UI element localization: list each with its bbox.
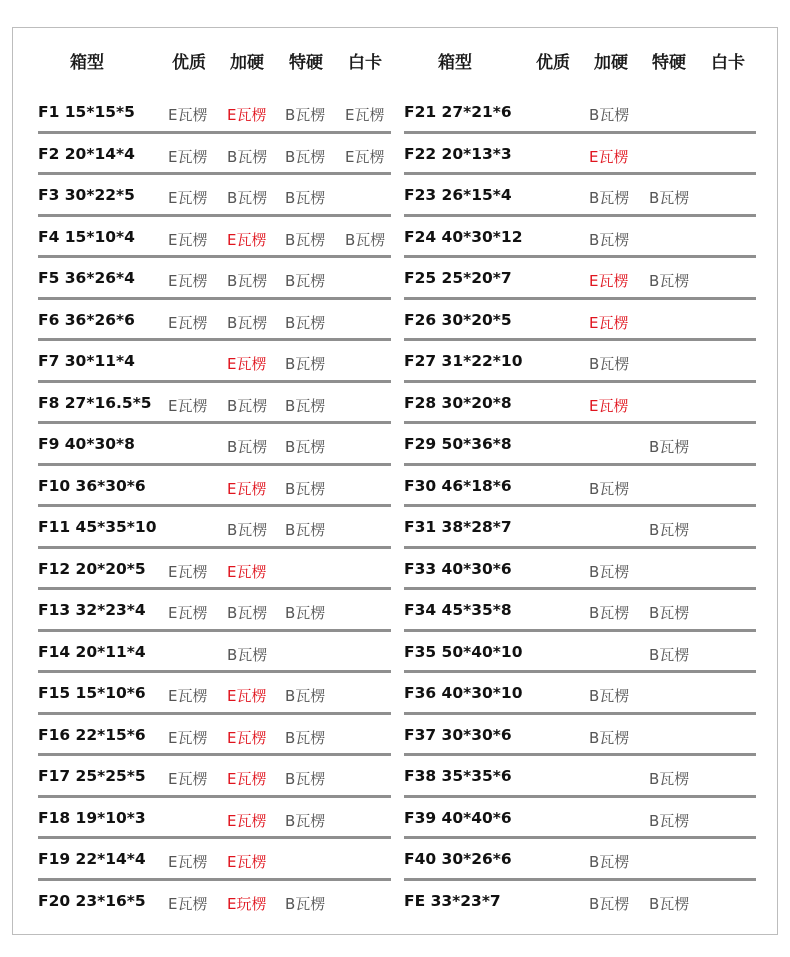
hardened-cell: B瓦楞 (589, 106, 630, 124)
row-divider (38, 380, 391, 383)
table-body (0, 94, 790, 924)
hardened-cell: B瓦楞 (589, 355, 630, 373)
table-header (0, 48, 790, 74)
hardened-cell: E瓦楞 (227, 562, 267, 581)
hardened-cell: E瓦楞 (227, 770, 267, 788)
hardened-cell: B瓦楞 (589, 604, 630, 622)
quality-cell: E瓦楞 (168, 728, 208, 747)
hardened-cell: B瓦楞 (589, 562, 630, 581)
extra-hard-cell: B瓦楞 (649, 438, 690, 456)
extra-hard-cell: B瓦楞 (649, 604, 690, 622)
box-code-left: F2 20*14*4 (38, 144, 135, 163)
table-row (0, 94, 790, 136)
table-row (0, 509, 790, 551)
white-card-cell: E瓦楞 (345, 106, 385, 124)
table-row (0, 634, 790, 676)
extra-hard-cell: B瓦楞 (285, 355, 326, 373)
header-quality-left: 优质 (172, 53, 206, 73)
box-code-left: F12 20*20*5 (38, 559, 146, 578)
hardened-cell: B瓦楞 (227, 521, 268, 539)
extra-hard-cell: B瓦楞 (285, 728, 326, 747)
hardened-cell: B瓦楞 (227, 272, 268, 290)
box-code-left: F15 15*10*6 (38, 684, 146, 702)
hardened-cell: B瓦楞 (227, 645, 268, 664)
header-white-card-left: 白卡 (348, 53, 382, 73)
box-code-left: F18 19*10*3 (38, 808, 146, 827)
row-divider (38, 753, 391, 756)
hardened-cell: E瓦楞 (589, 396, 629, 415)
table-row (0, 177, 790, 219)
quality-cell: E瓦楞 (168, 106, 208, 124)
extra-hard-cell: B瓦楞 (285, 106, 326, 124)
header-extra-hard-right: 特硬 (652, 53, 686, 73)
hardened-cell: B瓦楞 (227, 313, 268, 332)
hardened-cell: E瓦楞 (227, 355, 267, 373)
quality-cell: E瓦楞 (168, 230, 208, 249)
row-divider (38, 463, 391, 466)
box-code-left: F20 23*16*5 (38, 891, 146, 910)
box-code-right: F38 35*35*6 (404, 767, 512, 785)
row-divider (38, 629, 391, 632)
row-divider (38, 255, 391, 258)
box-code-left: F10 36*30*6 (38, 476, 146, 495)
row-divider (404, 587, 756, 590)
quality-cell: E瓦楞 (168, 894, 208, 913)
extra-hard-cell: B瓦楞 (285, 438, 326, 456)
hardened-cell: E瓦楞 (227, 106, 267, 124)
row-divider (38, 172, 391, 175)
extra-hard-cell: B瓦楞 (649, 894, 690, 913)
row-divider (404, 214, 756, 217)
row-divider (404, 172, 756, 175)
hardened-cell: B瓦楞 (589, 479, 630, 498)
extra-hard-cell: B瓦楞 (285, 479, 326, 498)
row-divider (404, 255, 756, 258)
row-divider (38, 214, 391, 217)
extra-hard-cell: B瓦楞 (285, 811, 326, 830)
extra-hard-cell: B瓦楞 (285, 313, 326, 332)
header-hardened-right: 加硬 (594, 53, 628, 73)
quality-cell: E瓦楞 (168, 147, 208, 166)
hardened-cell: E瓦楞 (589, 272, 629, 290)
row-divider (404, 338, 756, 341)
hardened-cell: E瓦楞 (227, 811, 267, 830)
row-divider (404, 297, 756, 300)
extra-hard-cell: B瓦楞 (285, 147, 326, 166)
quality-cell: E瓦楞 (168, 272, 208, 290)
white-card-cell: B瓦楞 (345, 230, 386, 249)
row-divider (38, 670, 391, 673)
table-row (0, 592, 790, 634)
box-code-left: F6 36*26*6 (38, 310, 135, 329)
extra-hard-cell: B瓦楞 (285, 687, 326, 705)
row-divider (38, 836, 391, 839)
header-extra-hard-left: 特硬 (289, 53, 323, 73)
header-box-type-left: 箱型 (70, 53, 104, 73)
hardened-cell: E玩楞 (227, 894, 267, 913)
hardened-cell: E瓦楞 (227, 728, 267, 747)
row-divider (38, 338, 391, 341)
extra-hard-cell: B瓦楞 (649, 521, 690, 539)
table-row (0, 551, 790, 593)
hardened-cell: B瓦楞 (589, 728, 630, 747)
row-divider (404, 670, 756, 673)
table-row (0, 343, 790, 385)
table-row (0, 800, 790, 842)
box-code-left: F8 27*16.5*5 (38, 393, 152, 412)
box-code-left: F16 22*15*6 (38, 725, 146, 744)
hardened-cell: E瓦楞 (227, 853, 267, 871)
hardened-cell: B瓦楞 (227, 604, 268, 622)
hardened-cell: B瓦楞 (227, 396, 268, 415)
box-code-right: F33 40*30*6 (404, 559, 512, 578)
quality-cell: E瓦楞 (168, 853, 208, 871)
box-code-right: F34 45*35*8 (404, 601, 512, 619)
box-code-right: F31 38*28*7 (404, 518, 512, 536)
hardened-cell: B瓦楞 (589, 687, 630, 705)
box-code-left: F14 20*11*4 (38, 642, 146, 661)
box-code-right: F40 30*26*6 (404, 850, 512, 868)
box-code-right: F29 50*36*8 (404, 435, 512, 453)
box-code-left: F13 32*23*4 (38, 601, 146, 619)
extra-hard-cell: B瓦楞 (285, 894, 326, 913)
box-code-left: F19 22*14*4 (38, 850, 146, 868)
box-code-right: F21 27*21*6 (404, 103, 512, 121)
quality-cell: E瓦楞 (168, 687, 208, 705)
row-divider (404, 504, 756, 507)
box-code-left: F4 15*10*4 (38, 227, 135, 246)
box-code-right: F23 26*15*4 (404, 186, 512, 204)
box-code-left: F1 15*15*5 (38, 103, 135, 121)
row-divider (404, 131, 756, 134)
table-row (0, 468, 790, 510)
extra-hard-cell: B瓦楞 (285, 770, 326, 788)
row-divider (38, 504, 391, 507)
hardened-cell: E瓦楞 (589, 313, 629, 332)
hardened-cell: B瓦楞 (227, 189, 268, 207)
row-divider (38, 878, 391, 881)
table-row (0, 426, 790, 468)
row-divider (38, 795, 391, 798)
extra-hard-cell: B瓦楞 (649, 272, 690, 290)
row-divider (404, 878, 756, 881)
header-hardened-left: 加硬 (230, 53, 264, 73)
table-row (0, 302, 790, 344)
box-code-right: F30 46*18*6 (404, 476, 512, 495)
extra-hard-cell: B瓦楞 (285, 521, 326, 539)
hardened-cell: E瓦楞 (227, 687, 267, 705)
box-code-right: F35 50*40*10 (404, 642, 523, 661)
box-code-left: F9 40*30*8 (38, 435, 135, 453)
table-row (0, 758, 790, 800)
row-divider (404, 836, 756, 839)
hardened-cell: B瓦楞 (589, 189, 630, 207)
table-row (0, 717, 790, 759)
extra-hard-cell: B瓦楞 (285, 230, 326, 249)
row-divider (404, 629, 756, 632)
row-divider (38, 587, 391, 590)
box-code-left: F3 30*22*5 (38, 186, 135, 204)
quality-cell: E瓦楞 (168, 562, 208, 581)
extra-hard-cell: B瓦楞 (285, 272, 326, 290)
row-divider (38, 297, 391, 300)
quality-cell: E瓦楞 (168, 313, 208, 332)
header-quality-right: 优质 (536, 53, 570, 73)
row-divider (38, 131, 391, 134)
table-row (0, 675, 790, 717)
box-code-left: F7 30*11*4 (38, 352, 135, 370)
box-code-right: F36 40*30*10 (404, 684, 523, 702)
table-row (0, 219, 790, 261)
box-code-right: F25 25*20*7 (404, 269, 512, 287)
row-divider (38, 712, 391, 715)
row-divider (404, 380, 756, 383)
table-row (0, 385, 790, 427)
row-divider (38, 546, 391, 549)
table-row (0, 136, 790, 178)
header-box-type-right: 箱型 (438, 53, 472, 73)
extra-hard-cell: B瓦楞 (649, 645, 690, 664)
row-divider (404, 421, 756, 424)
quality-cell: E瓦楞 (168, 189, 208, 207)
box-code-right: F39 40*40*6 (404, 808, 512, 827)
quality-cell: E瓦楞 (168, 396, 208, 415)
hardened-cell: B瓦楞 (589, 230, 630, 249)
box-code-right: FE 33*23*7 (404, 891, 501, 910)
extra-hard-cell: B瓦楞 (285, 189, 326, 207)
table-row (0, 260, 790, 302)
extra-hard-cell: B瓦楞 (285, 396, 326, 415)
row-divider (404, 546, 756, 549)
extra-hard-cell: B瓦楞 (649, 811, 690, 830)
box-code-left: F11 45*35*10 (38, 518, 157, 536)
box-code-right: F28 30*20*8 (404, 393, 512, 412)
box-code-right: F27 31*22*10 (404, 352, 523, 370)
extra-hard-cell: B瓦楞 (649, 770, 690, 788)
box-code-left: F5 36*26*4 (38, 269, 135, 287)
row-divider (404, 795, 756, 798)
box-code-right: F37 30*30*6 (404, 725, 512, 744)
extra-hard-cell: B瓦楞 (285, 604, 326, 622)
table-row (0, 883, 790, 925)
hardened-cell: B瓦楞 (227, 438, 268, 456)
extra-hard-cell: B瓦楞 (649, 189, 690, 207)
quality-cell: E瓦楞 (168, 770, 208, 788)
hardened-cell: B瓦楞 (589, 853, 630, 871)
table-row (0, 841, 790, 883)
hardened-cell: B瓦楞 (227, 147, 268, 166)
hardened-cell: E瓦楞 (227, 230, 267, 249)
box-code-right: F22 20*13*3 (404, 144, 512, 163)
white-card-cell: E瓦楞 (345, 147, 385, 166)
quality-cell: E瓦楞 (168, 604, 208, 622)
row-divider (404, 712, 756, 715)
row-divider (404, 753, 756, 756)
box-code-right: F26 30*20*5 (404, 310, 512, 329)
hardened-cell: E瓦楞 (589, 147, 629, 166)
hardened-cell: E瓦楞 (227, 479, 267, 498)
row-divider (38, 421, 391, 424)
box-code-left: F17 25*25*5 (38, 767, 146, 785)
row-divider (404, 463, 756, 466)
hardened-cell: B瓦楞 (589, 894, 630, 913)
header-white-card-right: 白卡 (711, 53, 745, 73)
box-code-right: F24 40*30*12 (404, 227, 523, 246)
